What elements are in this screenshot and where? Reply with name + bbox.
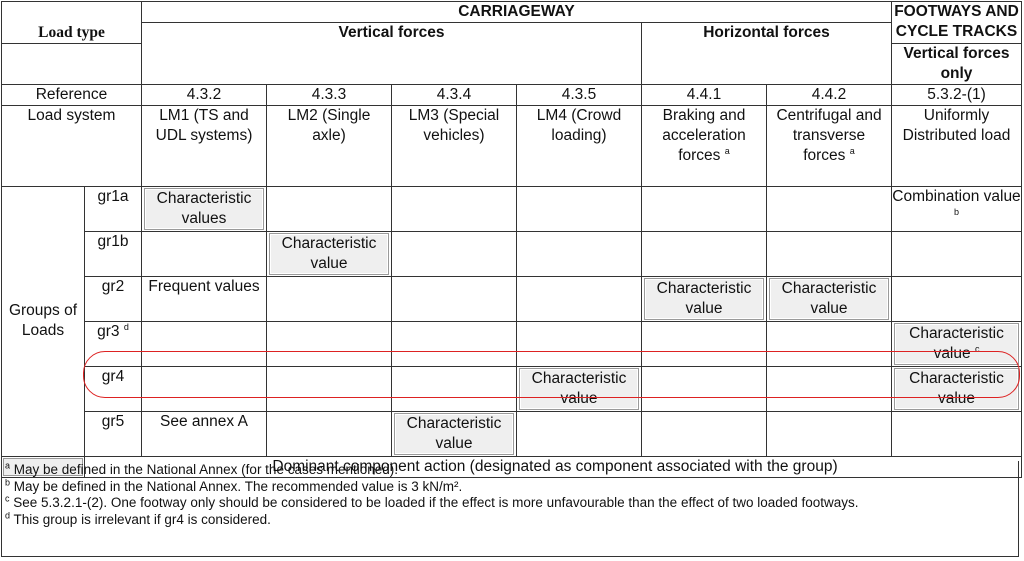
cell-text: Frequent values	[148, 277, 260, 295]
group-row	[2, 366, 1022, 411]
group-cell	[767, 411, 892, 456]
group-name	[85, 231, 142, 276]
footnote-text: May be defined in the National Annex (for the cases mentioned).	[13, 462, 399, 477]
group-cell	[517, 186, 642, 231]
corner-cell	[2, 2, 142, 23]
group-name-text: gr5	[101, 412, 125, 430]
reference-cell: 5.3.2-(1)	[892, 84, 1022, 105]
group-cell	[892, 276, 1022, 321]
dominant-action-cell	[519, 368, 639, 410]
legend-text: Dominant component action (designated as component associated with the group)	[85, 456, 1022, 477]
group-cell	[517, 276, 642, 321]
carriageway-header: CARRIAGEWAY	[142, 2, 892, 23]
footnote-mark: d	[5, 510, 11, 520]
group-cell	[142, 276, 267, 321]
cell-text: Characteristic value	[281, 234, 377, 272]
footways-header: FOOTWAYS AND CYCLE TRACKS	[892, 2, 1022, 44]
vertical-forces-only-header: Vertical forces only	[892, 43, 1022, 84]
group-row	[2, 321, 1022, 366]
footnote	[5, 512, 1015, 529]
group-cell	[642, 366, 767, 411]
footnote-mark: b	[953, 206, 959, 217]
dominant-action-cell	[644, 278, 764, 320]
load-system-cell	[142, 105, 267, 186]
vertical-forces-header: Vertical forces	[142, 23, 642, 85]
group-cell	[392, 366, 517, 411]
group-cell	[142, 321, 267, 366]
group-cell	[392, 411, 517, 456]
group-row	[2, 186, 1022, 231]
footnotes	[1, 461, 1019, 557]
group-name	[85, 186, 142, 231]
group-cell	[642, 186, 767, 231]
reference-cell: 4.4.1	[642, 84, 767, 105]
group-name	[85, 321, 142, 366]
cell-content	[148, 278, 259, 295]
group-row	[2, 411, 1022, 456]
dominant-action-cell	[769, 278, 889, 320]
dominant-action-cell	[144, 188, 264, 230]
cell-text: Characteristic value	[531, 369, 627, 407]
load-type-label: Load type	[2, 23, 142, 44]
group-row	[2, 276, 1022, 321]
load-system-text: Braking and acceleration forces	[662, 106, 746, 164]
group-cell	[267, 321, 392, 366]
reference-cell: 4.3.5	[517, 84, 642, 105]
group-cell	[767, 231, 892, 276]
footnote-text: See 5.3.2.1-(2). One footway only should be considered to be loaded if the effect is more unfavourable than the effect of two loaded footways.	[13, 495, 859, 510]
group-cell	[642, 411, 767, 456]
load-system-cell	[517, 105, 642, 186]
cell-text: Characteristic value	[909, 324, 1004, 362]
group-cell	[142, 366, 267, 411]
group-name	[85, 411, 142, 456]
group-name-text: gr4	[101, 367, 125, 385]
cell-text: Characteristic value	[406, 414, 502, 452]
group-cell	[642, 321, 767, 366]
footnote-mark: d	[123, 321, 129, 332]
group-name	[85, 276, 142, 321]
group-cell	[517, 231, 642, 276]
footnote-mark: c	[974, 343, 980, 354]
load-system-cell	[767, 105, 892, 186]
group-name-text: gr2	[101, 277, 125, 295]
load-system-text: Uniformly Distributed load	[902, 106, 1011, 144]
group-cell	[267, 276, 392, 321]
group-cell	[642, 231, 767, 276]
cell-content	[892, 188, 1020, 225]
group-cell	[767, 186, 892, 231]
footnote-text: May be defined in the National Annex. The recommended value is 3 kN/m².	[13, 478, 463, 494]
load-system-text: Centrifugal and transverse forces	[776, 106, 882, 164]
load-system-cell	[892, 105, 1022, 186]
footnote-mark: a	[849, 145, 855, 156]
dominant-action-cell	[894, 368, 1019, 410]
footnote-mark: b	[5, 477, 11, 487]
group-cell	[267, 186, 392, 231]
group-cell	[267, 231, 392, 276]
cell-text: Characteristic value	[656, 279, 752, 317]
group-cell	[767, 366, 892, 411]
cell-text: Characteristic value	[909, 369, 1004, 407]
group-cell	[892, 411, 1022, 456]
group-cell	[892, 231, 1022, 276]
group-cell	[142, 411, 267, 456]
load-system-text: LM1 (TS and UDL systems)	[155, 106, 253, 144]
group-name-text: gr3	[97, 322, 120, 340]
footnote	[5, 479, 1015, 496]
cell-text: Characteristic values	[156, 189, 252, 227]
group-row	[2, 231, 1022, 276]
reference-cell: 4.3.4	[392, 84, 517, 105]
dominant-action-cell	[269, 233, 389, 275]
load-system-label: Load system	[2, 105, 142, 186]
group-name-text: gr1a	[97, 187, 129, 205]
group-cell	[392, 276, 517, 321]
footnote	[5, 495, 1015, 512]
load-system-text: LM3 (Special vehicles)	[408, 106, 500, 144]
load-system-cell	[392, 105, 517, 186]
reference-label: Reference	[2, 84, 142, 105]
reference-cell: 4.3.2	[142, 84, 267, 105]
footnote-text: This group is irrelevant if gr4 is considered.	[13, 511, 271, 527]
group-cell	[642, 276, 767, 321]
dominant-action-cell	[394, 413, 514, 455]
load-system-text: LM2 (Single axle)	[287, 106, 371, 144]
group-name-text: gr1b	[97, 232, 129, 250]
cell-content	[160, 413, 248, 430]
group-cell	[267, 366, 392, 411]
group-cell	[892, 321, 1022, 366]
groups-of-loads-label: Groups of Loads	[2, 186, 85, 456]
dominant-action-cell	[894, 323, 1019, 365]
group-cell	[142, 231, 267, 276]
load-type-blank	[2, 43, 142, 84]
group-cell	[392, 231, 517, 276]
load-system-cell	[642, 105, 767, 186]
group-cell	[767, 321, 892, 366]
group-cell	[392, 186, 517, 231]
load-system-text: LM4 (Crowd loading)	[536, 106, 622, 144]
group-cell	[517, 411, 642, 456]
group-cell	[517, 321, 642, 366]
cell-text: Characteristic value	[781, 279, 877, 317]
group-name	[85, 366, 142, 411]
cell-text: Combination value	[892, 187, 1021, 205]
footnote-mark: a	[724, 145, 730, 156]
reference-cell: 4.3.3	[267, 84, 392, 105]
group-cell	[767, 276, 892, 321]
footnote-mark: c	[5, 493, 10, 504]
footnote-mark: a	[5, 460, 11, 471]
group-cell	[392, 321, 517, 366]
group-cell	[892, 366, 1022, 411]
load-groups-table	[1, 1, 1022, 478]
group-cell	[142, 186, 267, 231]
reference-cell: 4.4.2	[767, 84, 892, 105]
cell-text: See annex A	[160, 412, 248, 430]
group-cell	[517, 366, 642, 411]
footnote	[5, 462, 1015, 479]
load-system-cell	[267, 105, 392, 186]
group-cell	[267, 411, 392, 456]
group-cell	[892, 186, 1022, 231]
horizontal-forces-header: Horizontal forces	[642, 23, 892, 85]
